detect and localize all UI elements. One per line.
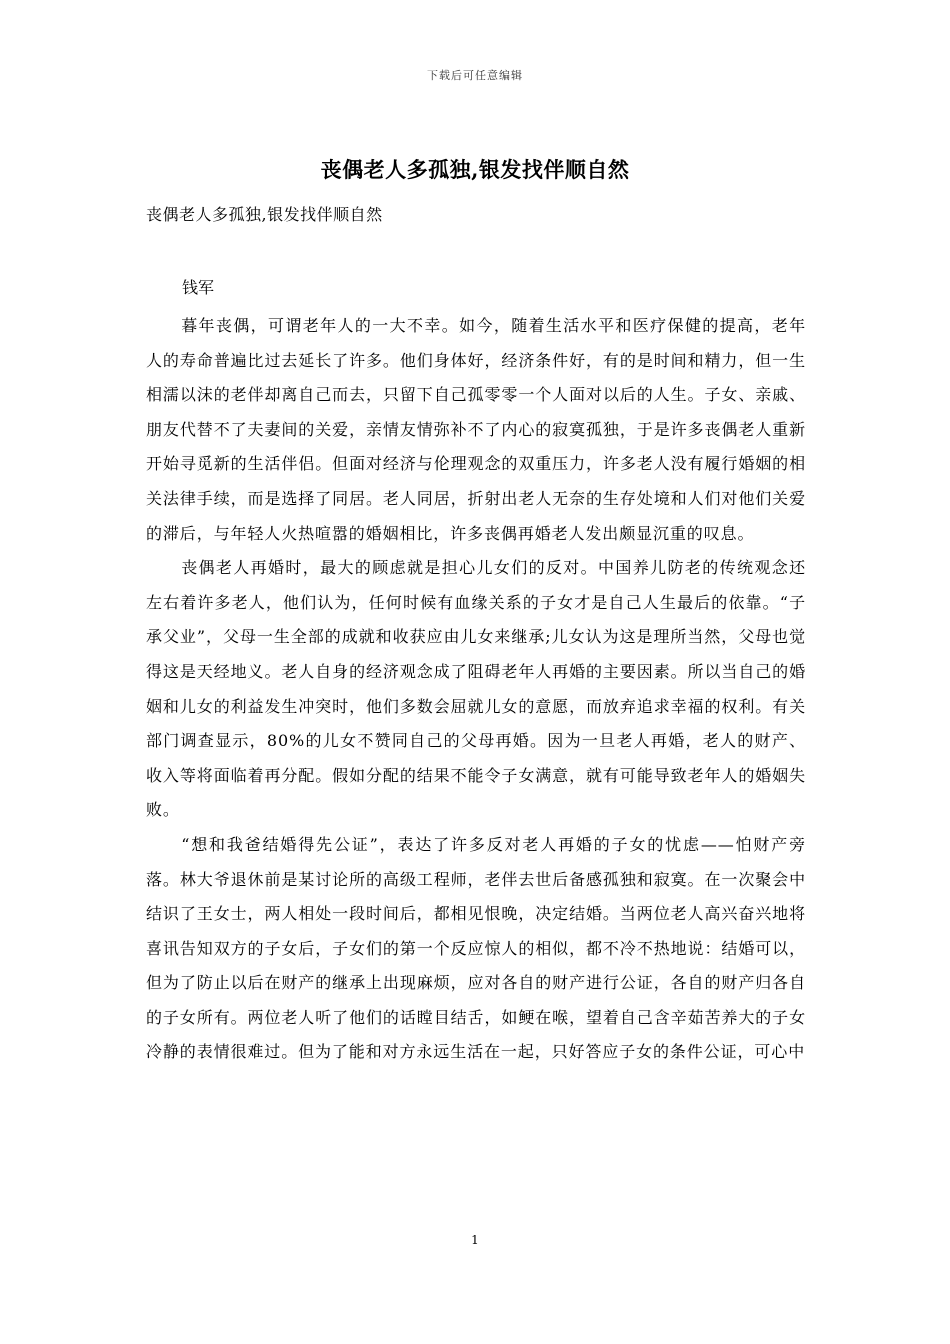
header-note: 下载后可任意编辑 <box>427 69 523 82</box>
article-body <box>146 309 806 1070</box>
author-name: 钱军 <box>182 278 215 297</box>
document-title: 丧偶老人多孤独,银发找伴顺自然 <box>320 157 630 182</box>
page-number: 1 <box>471 1233 479 1247</box>
document-subtitle: 丧偶老人多孤独,银发找伴顺自然 <box>146 205 383 224</box>
paragraph-2: 丧偶老人再婚时，最大的顾虑就是担心儿女们的反对。中国养儿防老的传统观念还左右着许多老人，他们认为，任何时候有血缘关系的子女才是自己人生最后的依靠。“子承父业”，父母一生全部的成就和收获应由儿女来继承;儿女认为这是理所当然，父母也觉得这是天经地义。老人自身的经济观念成了阻碍老年人再婚的主要因素。所以当自己的婚姻和儿女的利益发生冲突时，他们多数会屈就儿女的意愿，而放弃追求幸福的权利。有关部门调查显示，80%的儿女不赞同自己的父母再婚。因为一旦老人再婚，老人的财产、收入等将面临着再分配。假如分配的结果不能令子女满意，就有可能导致老年人的婚姻失败。 <box>146 558 806 820</box>
paragraph-1: 暮年丧偶，可谓老年人的一大不幸。如今，随着生活水平和医疗保健的提高，老年人的寿命普遍比过去延长了许多。他们身体好，经济条件好，有的是时间和精力，但一生相濡以沫的老伴却离自己而去，只留下自己孤零零一个人面对以后的人生。子女、亲戚、朋友代替不了夫妻间的关爱，亲情友情弥补不了内心的寂寞孤独，于是许多丧偶老人重新开始寻觅新的生活伴侣。但面对经济与伦理观念的双重压力，许多老人没有履行婚姻的相关法律手续，而是选择了同居。老人同居，折射出老人无奈的生存处境和人们对他们关爱的滞后，与年轻人火热喧嚣的婚姻相比，许多丧偶再婚老人发出颇显沉重的叹息。 <box>146 316 806 543</box>
paragraph-3: “想和我爸结婚得先公证”，表达了许多反对老人再婚的子女的忧虑——怕财产旁落。林大爷退休前是某讨论所的高级工程师，老伴去世后备感孤独和寂寞。在一次聚会中结识了王女士，两人相处一段时间后，都相见恨晚，决定结婚。当两位老人高兴奋兴地将喜讯告知双方的子女后，子女们的第一个反应惊人的相似，都不冷不热地说：结婚可以，但为了防止以后在财产的继承上出现麻烦，应对各自的财产进行公证，各自的财产归各自的子女所有。两位老人听了他们的话瞠目结舌，如鲠在喉，望着自己含辛茹苦养大的子女冷静的表情很难过。但为了能和对方永远生活在一起，只好答应子女的条件公证，可心中 <box>146 834 806 1062</box>
